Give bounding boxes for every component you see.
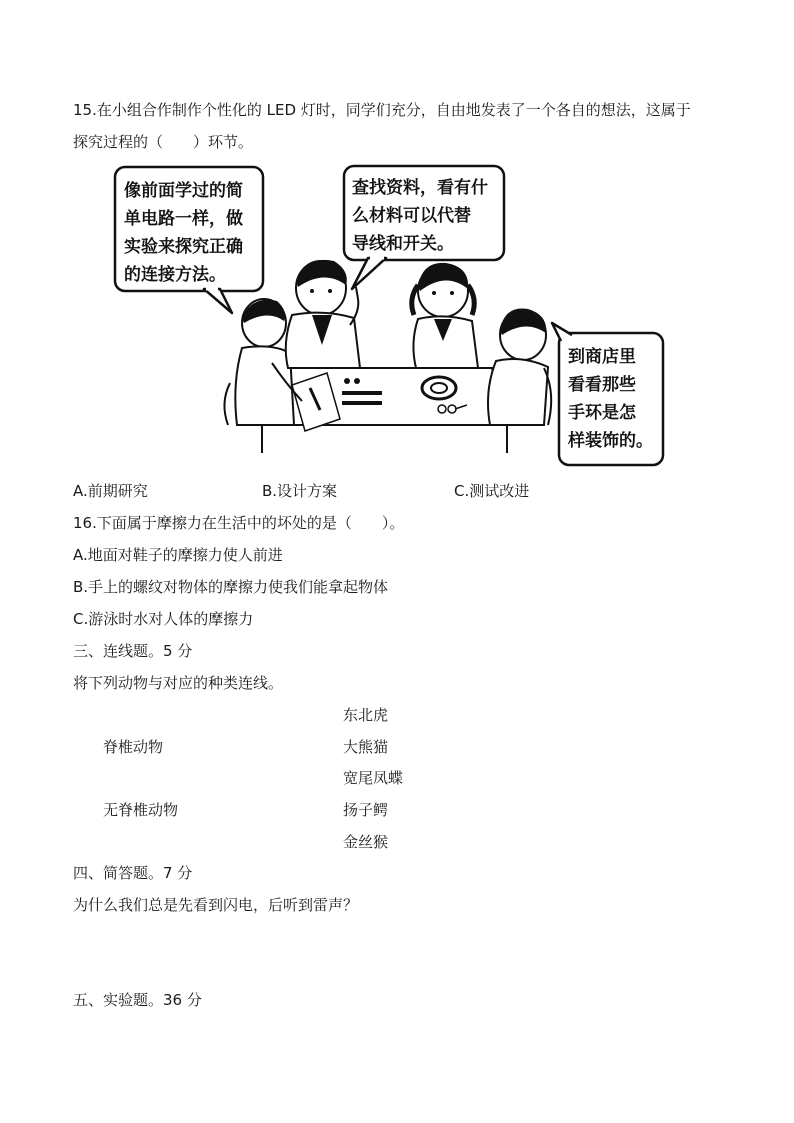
table — [262, 368, 507, 453]
section4-question: 为什么我们总是先看到闪电，后听到雷声？ — [73, 896, 359, 914]
right-bubble-line2: 看看那些 — [568, 375, 636, 395]
q15-option-c: C.测试改进 — [454, 482, 530, 500]
left-bubble-line4: 的连接方法。 — [124, 265, 226, 285]
q15-option-b: B.设计方案 — [262, 482, 338, 500]
right-bubble-line3: 手环是怎 — [568, 403, 636, 423]
section3-prompt: 将下列动物与对应的种类连线。 — [73, 674, 284, 692]
left-bubble-line1: 像前面学过的简 — [124, 181, 243, 201]
boy-right — [488, 308, 551, 425]
animal-item: 东北虎 — [343, 706, 389, 724]
left-bubble-line2: 单电路一样，做 — [124, 209, 243, 229]
animal-item: 大熊猫 — [343, 738, 389, 756]
boy-center — [286, 260, 360, 368]
category-vertebrate: 脊椎动物 — [103, 738, 164, 756]
section3-title: 三、连线题。5 分 — [73, 642, 193, 660]
middle-bubble-line3: 导线和开关。 — [352, 234, 454, 254]
middle-speech-bubble — [344, 166, 504, 289]
q15-stem-line1: 15.在小组合作制作个性化的 LED 灯时，同学们充分，自由地发表了一个各自的想法，这属于 — [73, 101, 691, 119]
q15-stem-line2: 探究过程的（ ）环节。 — [73, 133, 254, 151]
middle-bubble-line2: 么材料可以代替 — [352, 206, 471, 226]
q15-illustration — [112, 163, 668, 469]
q16-option-b: B.手上的螺纹对物体的摩擦力使我们能拿起物体 — [73, 578, 389, 596]
middle-bubble-line1: 查找资料，看有什 — [352, 178, 488, 198]
animal-item: 扬子鳄 — [343, 801, 389, 819]
section4-title: 四、简答题。7 分 — [73, 864, 193, 882]
q16-option-c: C.游泳时水对人体的摩擦力 — [73, 610, 254, 628]
q16-option-a: A.地面对鞋子的摩擦力使人前进 — [73, 546, 283, 564]
right-bubble-line4: 样装饰的。 — [568, 431, 653, 451]
category-invertebrate: 无脊椎动物 — [103, 801, 179, 819]
q15-option-a: A.前期研究 — [73, 482, 148, 500]
right-bubble-line1: 到商店里 — [568, 347, 636, 367]
animal-item: 宽尾凤蝶 — [343, 769, 404, 787]
right-speech-bubble — [552, 323, 663, 465]
animal-item: 金丝猴 — [343, 833, 389, 851]
left-bubble-line3: 实验来探究正确 — [124, 237, 243, 257]
section5-title: 五、实验题。36 分 — [73, 991, 202, 1009]
left-speech-bubble — [115, 167, 263, 313]
q16-stem: 16.下面属于摩擦力在生活中的坏处的是（ ）。 — [73, 514, 405, 532]
girl — [412, 263, 478, 368]
